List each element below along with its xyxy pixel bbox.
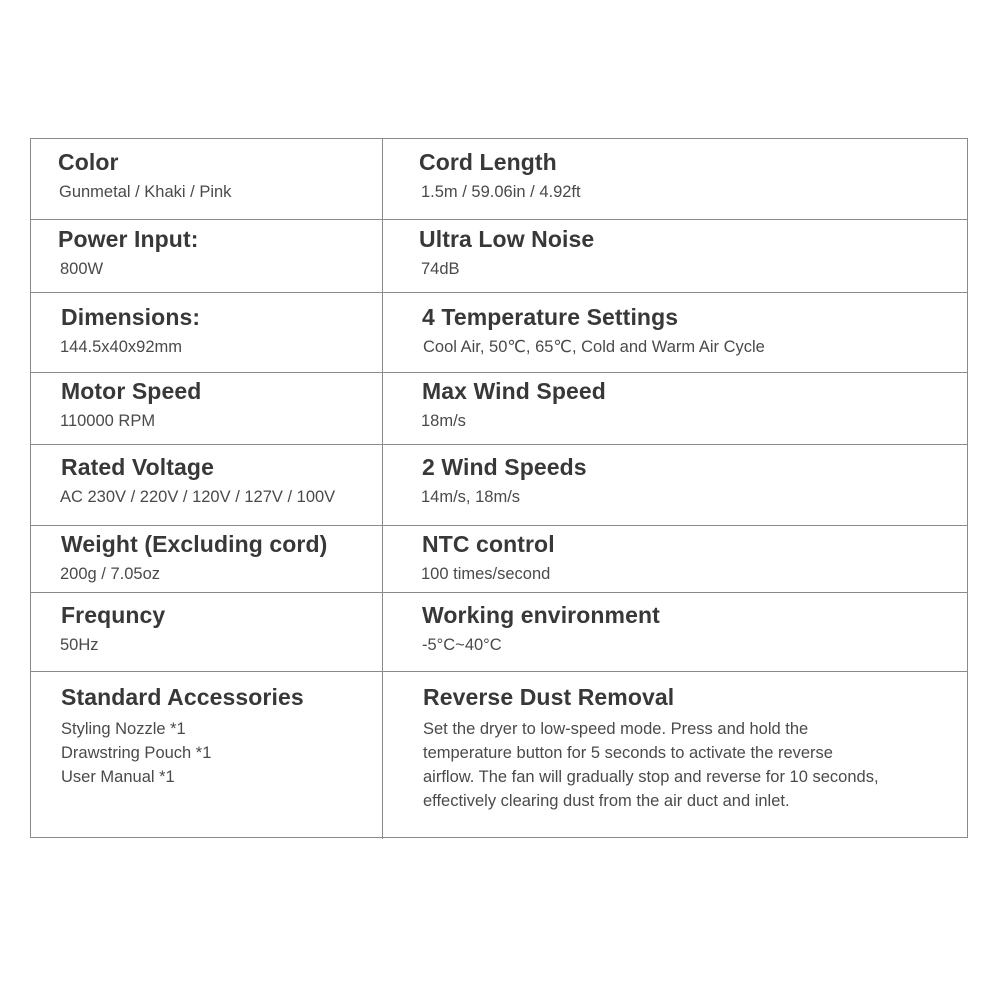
spec-cell-max-wind-speed [383,373,967,444]
spec-title: Frequncy [61,602,166,628]
spec-cell-rated-voltage [31,445,383,525]
spec-value: 144.5x40x92mm [60,338,182,356]
spec-row [31,672,967,839]
spec-title: Cord Length [419,149,557,175]
spec-cell-color [31,139,383,219]
spec-row [31,220,967,293]
spec-cell-cord-length [383,139,967,219]
paragraph-line: Set the dryer to low-speed mode. Press and hold the [423,720,809,738]
spec-title: Ultra Low Noise [419,226,595,252]
accessory-item: Drawstring Pouch *1 [61,744,212,762]
spec-value: Gunmetal / Khaki / Pink [59,183,232,201]
paragraph-line: effectively clearing dust from the air duct and inlet. [423,792,790,810]
spec-row [31,526,967,593]
spec-row [31,293,967,373]
spec-title: 2 Wind Speeds [422,454,587,480]
spec-cell-dimensions [31,293,383,372]
spec-cell-frequency [31,593,383,671]
spec-title: Color [58,149,119,175]
spec-row [31,373,967,445]
spec-title: NTC control [422,531,555,557]
spec-cell-motor-speed [31,373,383,444]
spec-value: 50Hz [60,636,99,654]
spec-cell-standard-accessories [31,672,383,839]
spec-table [30,138,968,838]
spec-value: Cool Air, 50℃, 65℃, Cold and Warm Air Cycle [423,338,765,356]
spec-title: Rated Voltage [61,454,214,480]
spec-value: -5°C~40°C [422,636,502,654]
spec-value: 110000 RPM [60,412,156,430]
spec-value: 200g / 7.05oz [60,565,160,583]
spec-title: Working environment [422,602,660,628]
spec-value: 1.5m / 59.06in / 4.92ft [421,183,581,201]
spec-cell-wind-speeds [383,445,967,525]
spec-value: 14m/s, 18m/s [421,488,521,506]
spec-value: 18m/s [421,412,466,430]
spec-cell-weight [31,526,383,592]
paragraph-line: airflow. The fan will gradually stop and reverse for 10 seconds, [423,768,879,786]
spec-value-list [61,717,211,789]
spec-title: Max Wind Speed [422,378,606,404]
spec-value-paragraph [423,717,879,813]
spec-title: Motor Speed [61,378,202,404]
accessory-item: Styling Nozzle *1 [61,720,186,738]
spec-value: 800W [60,260,104,278]
spec-cell-ultra-low-noise [383,220,967,292]
spec-value: 100 times/second [421,565,551,583]
spec-row [31,139,967,220]
accessory-item: User Manual *1 [61,768,175,786]
spec-cell-temperature-settings [383,293,967,372]
spec-title: Standard Accessories [61,684,304,710]
spec-title: 4 Temperature Settings [422,304,679,330]
spec-row [31,445,967,526]
spec-title: Power Input: [58,226,199,252]
spec-cell-working-environment [383,593,967,671]
spec-title: Reverse Dust Removal [423,684,675,710]
spec-value: 74dB [421,260,460,278]
paragraph-line: temperature button for 5 seconds to activate the reverse [423,744,833,762]
spec-value: AC 230V / 220V / 120V / 127V / 100V [60,488,336,506]
spec-title: Dimensions: [61,304,201,330]
spec-row [31,593,967,672]
spec-cell-ntc-control [383,526,967,592]
spec-cell-power-input [31,220,383,292]
spec-cell-reverse-dust-removal [383,672,967,839]
spec-title: Weight (Excluding cord) [61,531,328,557]
